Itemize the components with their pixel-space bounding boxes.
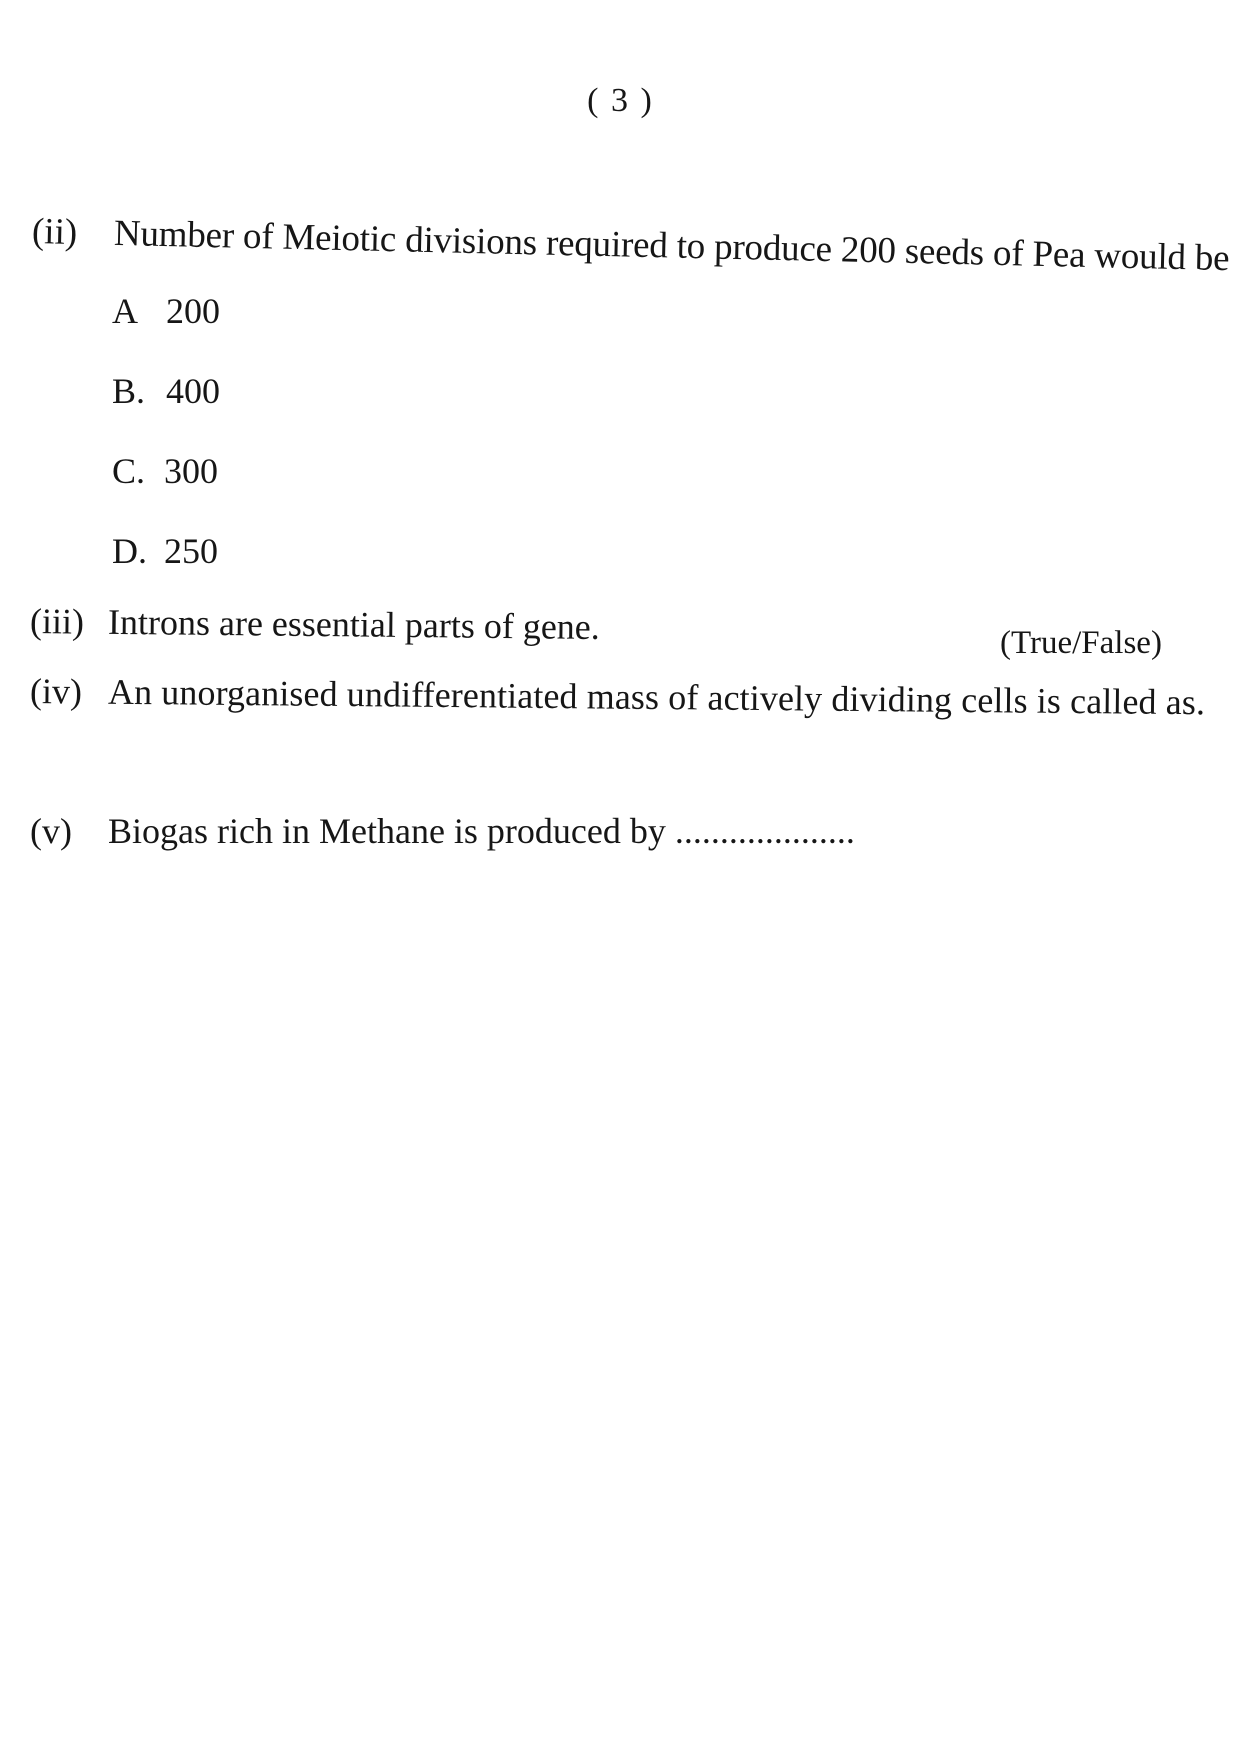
question-number: (v)	[30, 811, 72, 851]
option-b	[112, 370, 220, 412]
option-value: 200	[166, 291, 220, 331]
option-letter: C.	[112, 451, 146, 491]
question-iii	[30, 600, 600, 648]
option-letter: D.	[112, 531, 147, 571]
page-number: ( 3 )	[587, 82, 654, 119]
question-text: An unorganised undifferentiated mass of actively dividing cells is called as.	[107, 671, 1206, 723]
question-number: (ii)	[31, 211, 78, 254]
option-value: 300	[164, 451, 218, 491]
question-text: Number of Meiotic divisions required to produce 200 seeds of Pea would be	[113, 212, 1230, 280]
question-ii	[32, 210, 1230, 280]
option-value: 400	[166, 371, 220, 411]
option-letter: A	[112, 291, 138, 331]
question-text: Biogas rich in Methane is produced by ....................	[108, 811, 855, 851]
option-d	[112, 530, 218, 572]
question-number: (iii)	[29, 601, 85, 642]
option-c	[112, 450, 218, 492]
question-number: (iv)	[29, 671, 83, 712]
true-false-tag: (True/False)	[1000, 625, 1162, 661]
question-iv	[30, 670, 1205, 723]
question-v	[30, 810, 855, 852]
option-a	[112, 290, 220, 332]
question-text: Introns are essential parts of gene.	[107, 601, 601, 647]
option-value: 250	[164, 531, 218, 571]
option-letter: B.	[112, 371, 146, 411]
